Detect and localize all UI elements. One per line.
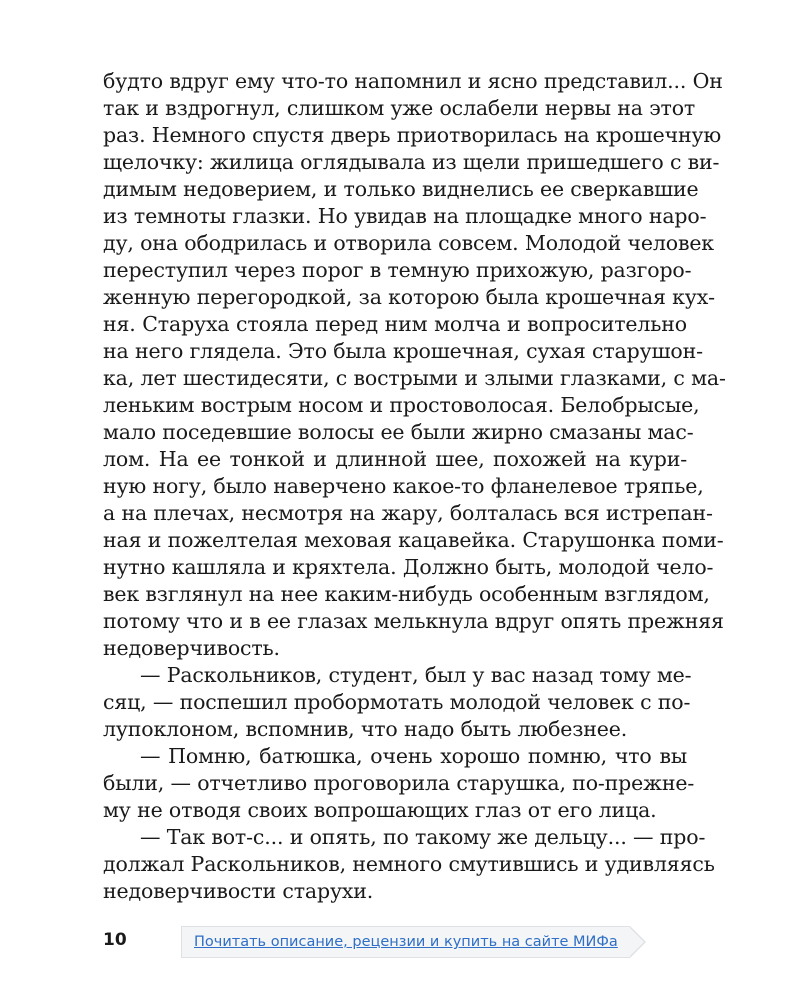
text-line: будто вдруг ему что-то напомнил и ясно представил... Он: [103, 69, 723, 93]
text-line: лупоклоном, вспомнив, что надо быть любезнее.: [103, 717, 628, 741]
text-line: ня. Старуха стояла перед ним молча и вопросительно: [103, 312, 687, 336]
text-line: женную перегородкой, за которою была крошечная кух-: [103, 285, 715, 309]
text-line: ду, она ободрилась и отворила совсем. Молодой человек: [103, 231, 714, 255]
text-line: должал Раскольников, немного смутившись и удивляясь: [103, 852, 715, 876]
text-line: щелочку: жилица оглядывала из щели пришедшего с ви-: [103, 150, 720, 174]
text-line: леньким вострым носом и простоволосая. Белобрысые,: [103, 393, 700, 417]
arrow-tab-icon: [630, 926, 646, 958]
book-page-text: [103, 68, 726, 905]
text-line: так и вздрогнул, слишком уже ослабели нервы на этот: [103, 96, 696, 120]
text-line: — Помню, батюшка, очень хорошо помню, что вы: [140, 744, 687, 768]
text-line: сяц, — поспешил пробормотать молодой человек с по-: [103, 690, 691, 714]
text-line: недоверчивости старухи.: [103, 879, 374, 903]
text-line: ная и пожелтелая меховая кацавейка. Старушонка поми-: [103, 528, 724, 552]
text-line: му не отводя своих вопрошающих глаз от его лица.: [103, 798, 657, 822]
text-line: ную ногу, было наверчено какое-то фланелевое тряпье,: [103, 474, 704, 498]
page-number: 10: [103, 930, 127, 950]
promo-link-text: Почитать описание, рецензии и купить на сайте МИФа: [194, 934, 618, 950]
text-line: потому что и в ее глазах мелькнула вдруг опять прежняя: [103, 609, 724, 633]
text-line: ка, лет шестидесяти, с вострыми и злыми глазками, с ма-: [103, 366, 726, 390]
text-line: мало поседевшие волосы ее были жирно смазаны мас-: [103, 420, 694, 444]
text-line: из темноты глазки. Но увидав на площадке много наро-: [103, 204, 707, 228]
text-line: нутно кашляла и кряхтела. Должно быть, молодой чело-: [103, 555, 714, 579]
text-line: раз. Немного спустя дверь приотворилась на крошечную: [103, 123, 722, 147]
text-line: на него глядела. Это была крошечная, сухая старушон-: [103, 339, 703, 363]
text-line: недоверчивость.: [103, 636, 280, 660]
text-line: — Так вот-с... и опять, по такому же дельцу... — про-: [140, 825, 706, 849]
text-line: переступил через порог в темную прихожую, разгоро-: [103, 258, 692, 282]
text-line: — Раскольников, студент, был у вас назад тому ме-: [140, 663, 692, 687]
promo-link[interactable]: [181, 926, 630, 958]
text-line: были, — отчетливо проговорила старушка, по-прежне-: [103, 771, 695, 795]
text-line: век взглянул на нее каким-нибудь особенным взглядом,: [103, 582, 710, 606]
page-footer: [103, 926, 687, 956]
text-line: димым недоверием, и только виднелись ее сверкавшие: [103, 177, 699, 201]
text-line: а на плечах, несмотря на жару, болталась вся истрепан-: [103, 501, 713, 525]
text-line: лом. На ее тонкой и длинной шее, похожей на кури-: [103, 447, 687, 471]
